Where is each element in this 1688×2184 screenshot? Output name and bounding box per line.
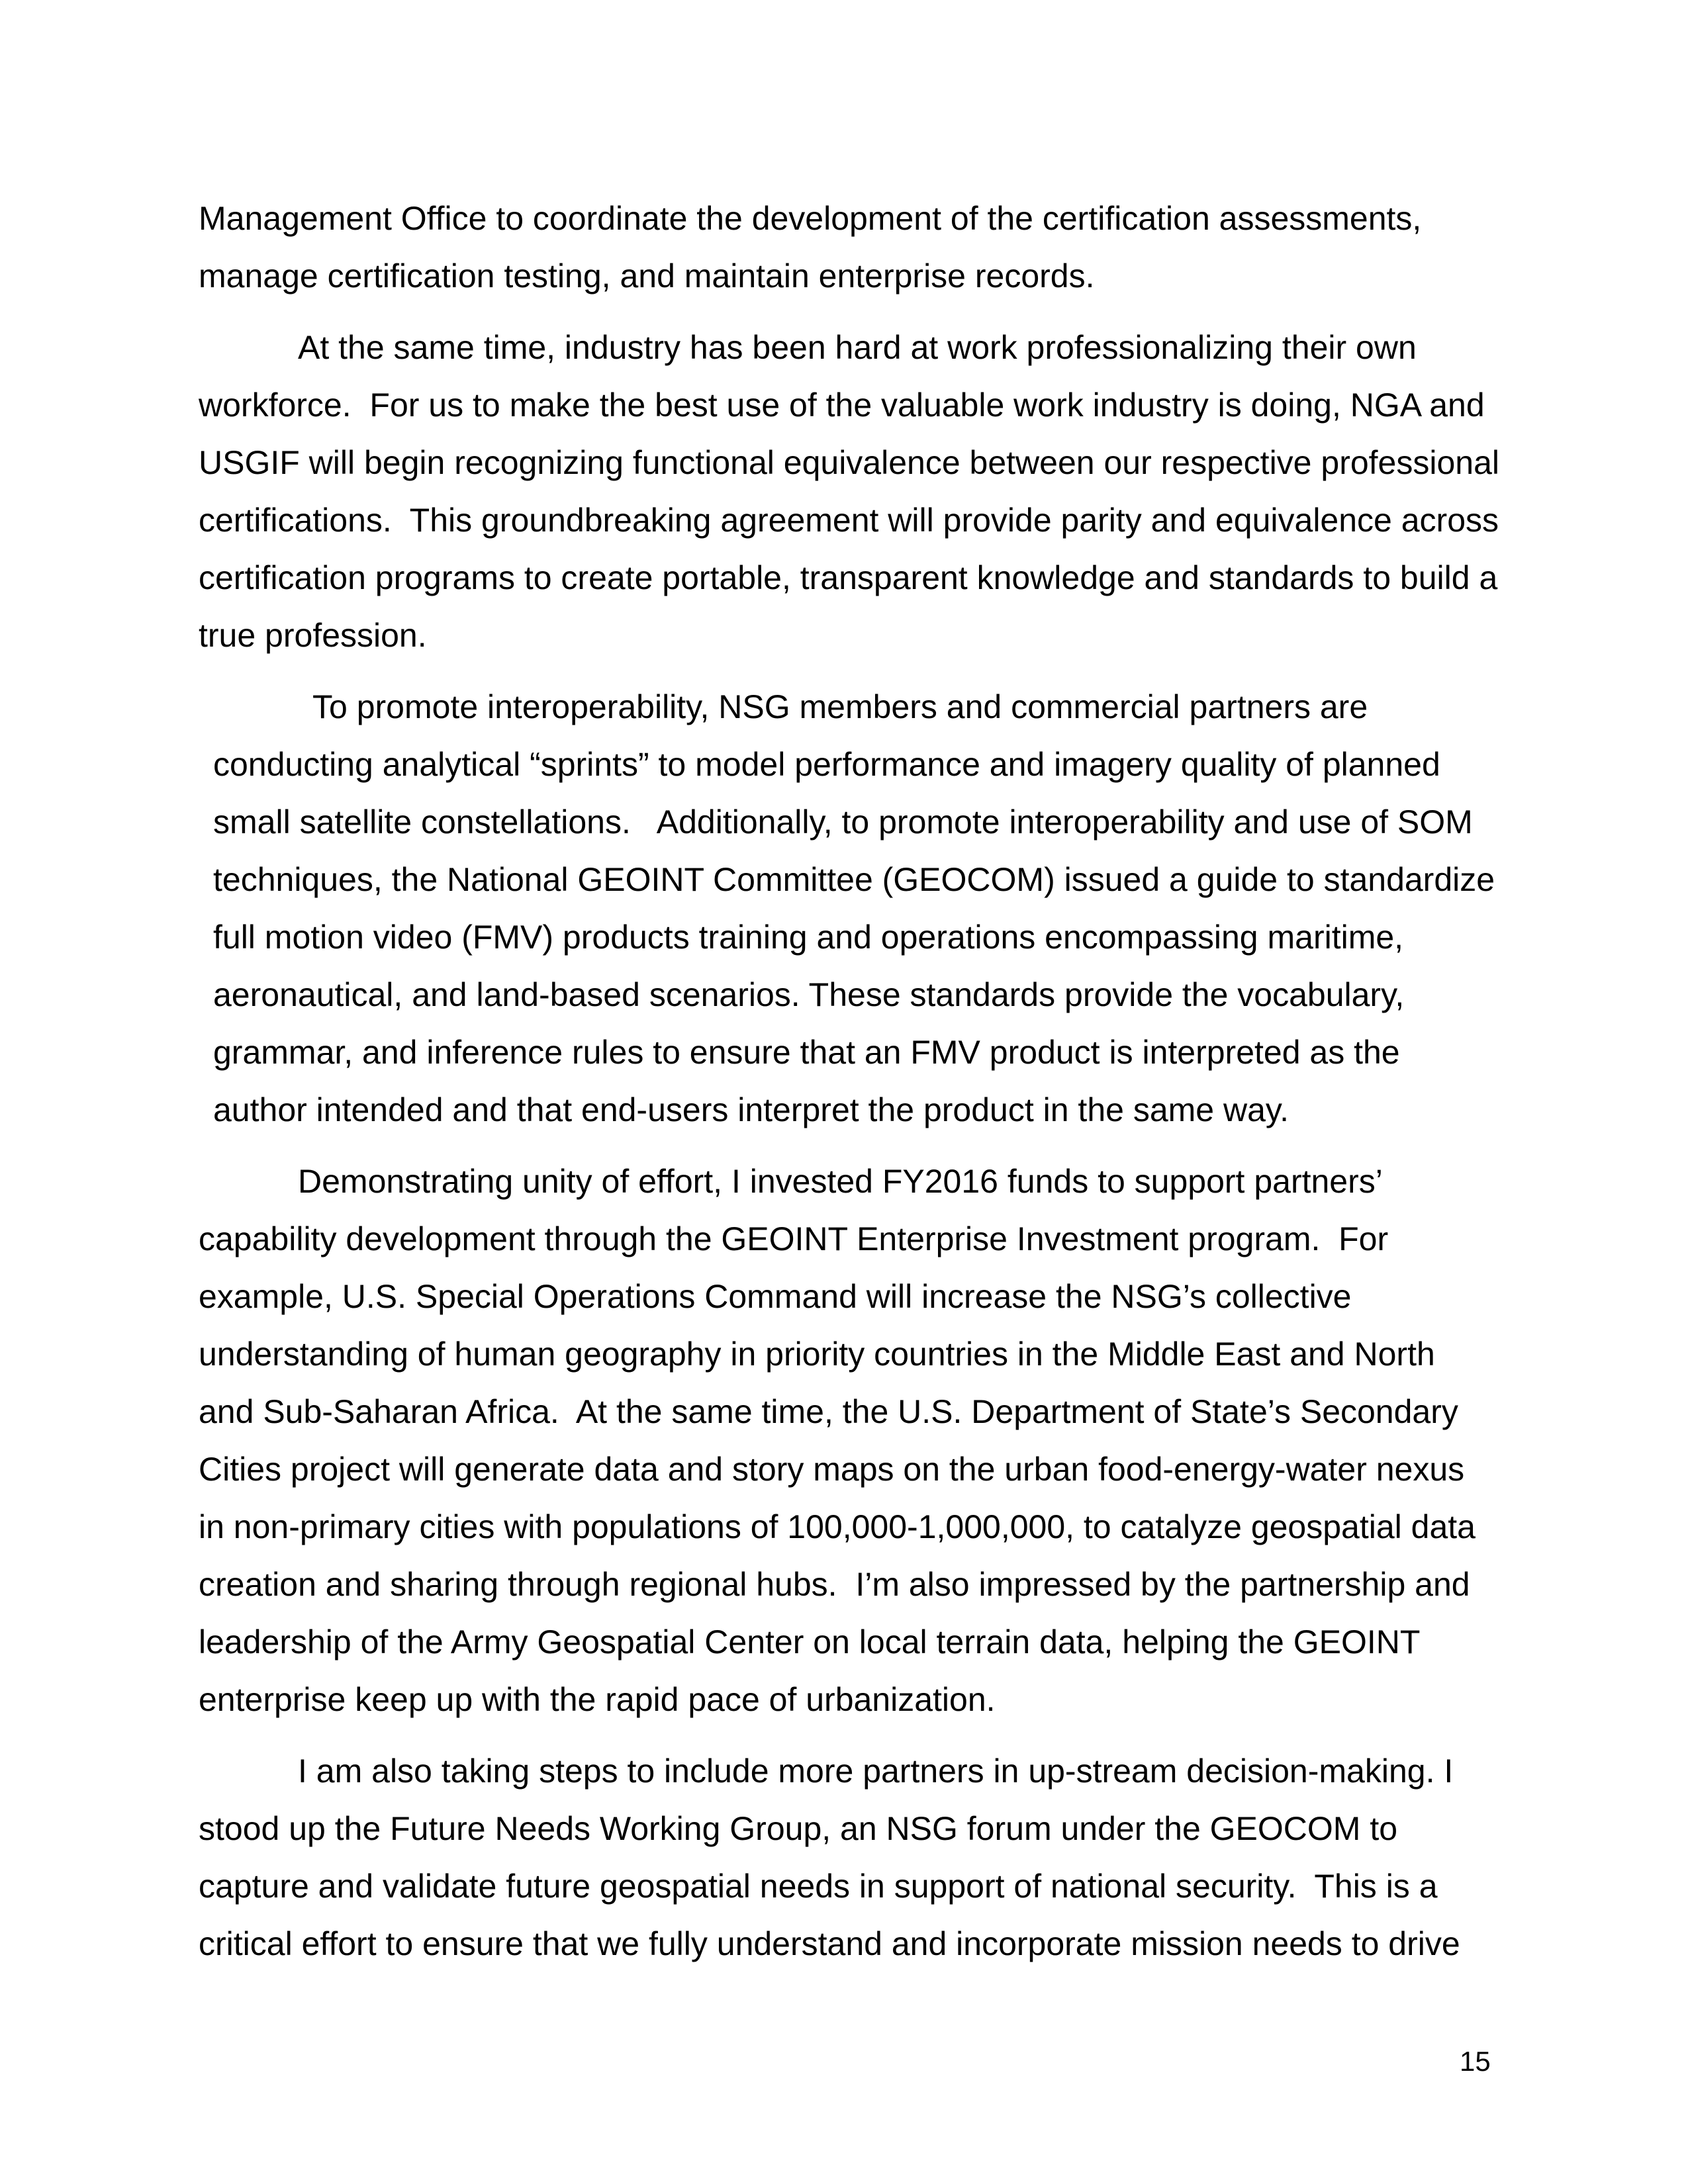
text-line: Demonstrating unity of effort, I invested FY2016 funds to support partners’ [298, 1163, 1383, 1200]
paragraph-4 [199, 1153, 1499, 1729]
text-line: enterprise keep up with the rapid pace of urbanization. [199, 1681, 996, 1718]
text-line: creation and sharing through regional hubs. I’m also impressed by the partnership and [199, 1566, 1470, 1603]
text-line: techniques, the National GEOINT Committee (GEOCOM) issued a guide to standardize [213, 861, 1495, 898]
text-line: and Sub-Saharan Africa. At the same time, the U.S. Department of State’s Secondary [199, 1393, 1458, 1430]
text-line: I am also taking steps to include more partners in up-stream decision-making. I [298, 1752, 1454, 1790]
text-line: grammar, and inference rules to ensure that an FMV product is interpreted as the [213, 1034, 1400, 1071]
text-line: true profession. [199, 617, 427, 654]
text-line: Cities project will generate data and story maps on the urban food-energy-water nexus [199, 1451, 1465, 1488]
text-line: At the same time, industry has been hard at work professionalizing their own [298, 329, 1417, 366]
text-line: author intended and that end-users interpret the product in the same way. [213, 1091, 1289, 1128]
text-line: small satellite constellations. Additionally, to promote interoperability and use of SOM [213, 803, 1473, 841]
text-line: To promote interoperability, NSG members and commercial partners are [312, 688, 1368, 725]
paragraph-2 [199, 319, 1499, 664]
text-line: understanding of human geography in priority countries in the Middle East and North [199, 1336, 1435, 1373]
page-number: 15 [1460, 2046, 1491, 2077]
paragraph-1 [199, 190, 1499, 305]
text-line: capability development through the GEOINT Enterprise Investment program. For [199, 1220, 1389, 1257]
text-line: workforce. For us to make the best use of the valuable work industry is doing, NGA and [199, 387, 1485, 424]
text-line: aeronautical, and land-based scenarios. These standards provide the vocabulary, [213, 976, 1405, 1013]
document-body [199, 190, 1499, 1987]
text-line: manage certification testing, and maintain enterprise records. [199, 257, 1095, 295]
text-line: USGIF will begin recognizing functional equivalence between our respective professional [199, 444, 1499, 481]
text-line: critical effort to ensure that we fully understand and incorporate mission needs to drive [199, 1925, 1460, 1962]
text-line: conducting analytical “sprints” to model performance and imagery quality of planned [213, 746, 1440, 783]
text-line: certification programs to create portable, transparent knowledge and standards to build a [199, 559, 1498, 596]
text-line: stood up the Future Needs Working Group, an NSG forum under the GEOCOM to [199, 1810, 1398, 1847]
text-line: example, U.S. Special Operations Command will increase the NSG’s collective [199, 1278, 1352, 1315]
text-line: leadership of the Army Geospatial Center on local terrain data, helping the GEOINT [199, 1623, 1421, 1661]
paragraph-3 [213, 678, 1499, 1139]
text-line: Management Office to coordinate the development of the certification assessments, [199, 200, 1422, 237]
text-line: certifications. This groundbreaking agreement will provide parity and equivalence across [199, 502, 1499, 539]
text-line: in non-primary cities with populations of 100,000-1,000,000, to catalyze geospatial data [199, 1508, 1476, 1545]
text-line: full motion video (FMV) products training and operations encompassing maritime, [213, 919, 1404, 956]
paragraph-5 [199, 1743, 1499, 1973]
text-line: capture and validate future geospatial needs in support of national security. This is a [199, 1868, 1438, 1905]
